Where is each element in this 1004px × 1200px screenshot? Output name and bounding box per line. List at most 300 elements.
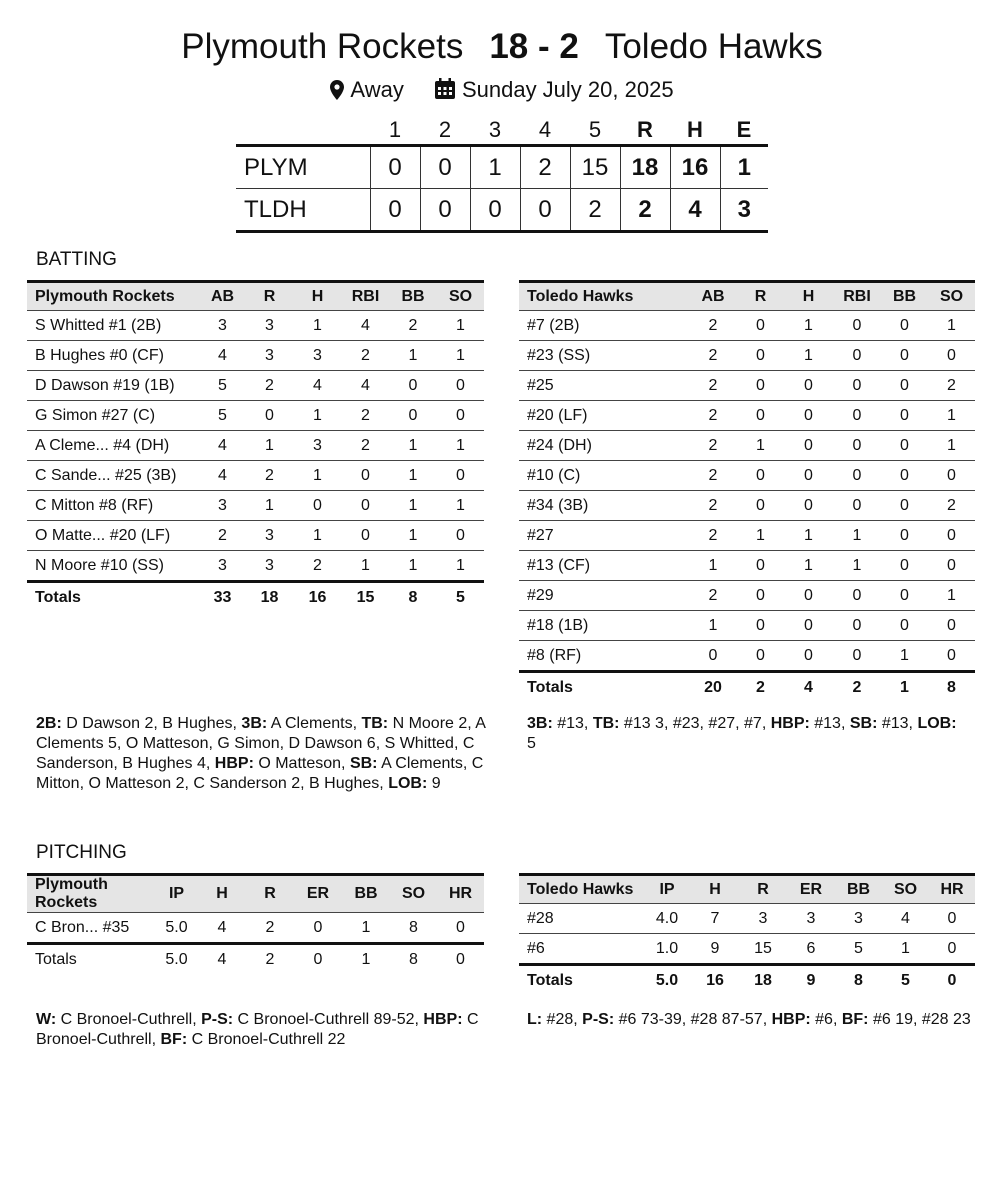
linescore-team: PLYM	[236, 146, 370, 189]
table-row	[27, 311, 484, 341]
note-text: #6 19, #28 23	[868, 1011, 971, 1028]
table-header	[519, 282, 975, 311]
totals-label: Totals	[35, 588, 81, 606]
stat-value: 1	[437, 311, 484, 341]
totals-value: 8	[854, 971, 863, 989]
stat-value: 0	[784, 611, 833, 641]
stat-value: 0	[342, 491, 389, 521]
column-header: ER	[787, 875, 835, 904]
stat-value: 4	[293, 371, 342, 401]
table-row	[519, 551, 975, 581]
stat-value: 1	[737, 521, 784, 551]
stat-value: 1	[389, 461, 437, 491]
note-text: N Moore 2, A Clements 5, O Matteson, G Simon, D Dawson 6, S Whitted, C Sanderson, B Hughes 4,	[36, 715, 486, 772]
note-text: #13 3, #23, #27, #7,	[619, 715, 771, 732]
totals-value: 33	[213, 588, 232, 606]
totals-value: 20	[704, 678, 722, 696]
stat-value: 7	[691, 904, 739, 934]
stat-value: 0	[737, 401, 784, 431]
stat-value: 1	[437, 341, 484, 371]
note-text: #6,	[810, 1011, 842, 1028]
note-label: HBP:	[423, 1011, 463, 1028]
column-header: SO	[390, 875, 437, 913]
stat-value: 2	[689, 371, 737, 401]
totals-value: 5.0	[165, 950, 188, 968]
player-name: #24 (DH)	[519, 431, 689, 461]
totals-value: 5	[456, 588, 465, 606]
stat-value: 0	[737, 341, 784, 371]
stat-value: 0	[737, 581, 784, 611]
note-text: #13,	[809, 715, 850, 732]
stat-value: 3	[246, 341, 293, 371]
stat-value: 5.0	[155, 913, 198, 944]
stat-value: 1	[437, 551, 484, 582]
linescore-h: 4	[670, 189, 720, 232]
table-row	[519, 611, 975, 641]
table-row	[27, 341, 484, 371]
table-row	[519, 641, 975, 672]
stat-value: 4	[342, 311, 389, 341]
stat-value: 1	[784, 341, 833, 371]
stat-value: 3	[787, 904, 835, 934]
stat-value: 4	[199, 431, 246, 461]
totals-value: 18	[754, 971, 772, 989]
stat-value: 0	[928, 611, 975, 641]
stat-value: 0	[833, 341, 881, 371]
stat-value: 0	[929, 934, 975, 965]
away-pitching-notes	[527, 1010, 975, 1030]
linescore-h: 16	[670, 146, 720, 189]
stat-value: 4	[199, 461, 246, 491]
stat-value: 2	[928, 491, 975, 521]
stat-value: 1	[689, 611, 737, 641]
note-text: A Clements, C Mitton, O Matteson 2, C Sanderson 2, B Hughes,	[36, 755, 484, 792]
totals-label: Totals	[527, 971, 573, 989]
player-name: C Sande... #25 (3B)	[27, 461, 199, 491]
stat-value: 2	[389, 311, 437, 341]
game-info	[0, 75, 1004, 104]
linescore-r: 18	[620, 146, 670, 189]
player-name: #29	[519, 581, 689, 611]
linescore-table	[236, 116, 768, 233]
table-row	[27, 461, 484, 491]
stat-value: 2	[342, 431, 389, 461]
stat-value: 0	[437, 461, 484, 491]
note-label: 3B:	[527, 715, 553, 732]
note-label: 2B:	[36, 715, 62, 732]
totals-value: 15	[356, 588, 375, 606]
stat-value: 0	[928, 341, 975, 371]
stat-value: 0	[246, 401, 293, 431]
stat-value: 2	[246, 913, 294, 944]
stat-value: 0	[737, 551, 784, 581]
stat-value: 1	[784, 551, 833, 581]
totals-value: 0	[313, 950, 323, 968]
column-header: IP	[155, 875, 198, 913]
table-row	[519, 401, 975, 431]
stat-value: 0	[881, 401, 928, 431]
totals-value: 8	[947, 678, 956, 696]
stat-value: 0	[293, 491, 342, 521]
stat-value: 3	[199, 311, 246, 341]
stat-value: 0	[833, 461, 881, 491]
column-header: R	[246, 282, 293, 311]
stat-value: 3	[246, 551, 293, 582]
totals-row	[27, 944, 484, 975]
stat-value: 5	[835, 934, 882, 965]
stat-value: 0	[437, 371, 484, 401]
stat-value: 4	[199, 341, 246, 371]
note-text: #28,	[542, 1011, 583, 1028]
stat-value: 0	[437, 401, 484, 431]
note-label: HBP:	[770, 715, 810, 732]
linescore-header-cell: E	[736, 117, 752, 142]
table-row	[27, 913, 484, 944]
totals-value: 2	[756, 678, 765, 696]
player-name: #27	[519, 521, 689, 551]
linescore-header-cell: 5	[588, 117, 602, 142]
note-text: C Bronoel-Cuthrell,	[36, 1011, 479, 1048]
column-header: R	[246, 875, 294, 913]
totals-label: Totals	[35, 950, 77, 968]
stat-value: 1	[928, 431, 975, 461]
note-label: L:	[527, 1011, 543, 1028]
player-name: #28	[519, 904, 643, 934]
stat-value: 0	[784, 491, 833, 521]
stat-value: 0	[881, 521, 928, 551]
stat-value: 1	[342, 913, 390, 944]
column-header: R	[737, 282, 784, 311]
player-name: #7 (2B)	[519, 311, 689, 341]
stat-value: 1	[784, 311, 833, 341]
table-row	[519, 431, 975, 461]
note-label: SB:	[349, 755, 378, 772]
location-label: Away	[350, 77, 404, 103]
pitching-heading: PITCHING	[36, 842, 127, 863]
column-header: IP	[643, 875, 691, 904]
stat-value: 1	[293, 311, 342, 341]
stat-value: 0	[881, 461, 928, 491]
column-header: H	[691, 875, 739, 904]
note-label: HBP:	[214, 755, 254, 772]
player-name: #20 (LF)	[519, 401, 689, 431]
home-batting-table	[27, 280, 484, 612]
away-batting-table	[519, 280, 975, 702]
player-name: #23 (SS)	[519, 341, 689, 371]
linescore-r: 2	[620, 189, 670, 232]
stat-value: 2	[689, 521, 737, 551]
away-batting-notes	[527, 714, 967, 754]
note-label: SB:	[849, 715, 878, 732]
stat-value: 2	[342, 401, 389, 431]
away-team-name: Toledo Hawks	[604, 27, 823, 66]
stat-value: 1	[928, 401, 975, 431]
stat-value: 0	[928, 521, 975, 551]
stat-value: 0	[928, 641, 975, 672]
stat-value: 0	[784, 431, 833, 461]
stat-value: 1	[689, 551, 737, 581]
note-text: O Matteson,	[253, 755, 350, 772]
stat-value: 4	[882, 904, 929, 934]
totals-value: 1	[900, 678, 909, 696]
stat-value: 3	[739, 904, 787, 934]
final-score: 18 - 2	[489, 27, 579, 66]
table-row	[519, 341, 975, 371]
stat-value: 1	[389, 551, 437, 582]
player-name: #34 (3B)	[519, 491, 689, 521]
totals-value: 2	[852, 678, 862, 696]
stat-value: 0	[833, 431, 881, 461]
stat-value: 2	[689, 491, 737, 521]
column-header: HR	[437, 875, 484, 913]
stat-value: 2	[928, 371, 975, 401]
stat-value: 2	[689, 581, 737, 611]
note-text: D Dawson 2, B Hughes,	[61, 715, 242, 732]
linescore-header-cell: H	[687, 117, 703, 142]
table-row	[27, 551, 484, 582]
table-row	[519, 491, 975, 521]
player-name: #25	[519, 371, 689, 401]
stat-value: 2	[199, 521, 246, 551]
stat-value: 1	[928, 311, 975, 341]
linescore-row	[236, 146, 768, 189]
stat-value: 0	[437, 521, 484, 551]
note-label: P-S:	[201, 1011, 234, 1028]
column-header: SO	[882, 875, 929, 904]
note-label: TB:	[361, 715, 389, 732]
player-name: #8 (RF)	[519, 641, 689, 672]
stat-value: 0	[881, 581, 928, 611]
location	[330, 76, 403, 104]
stat-value: 0	[294, 913, 342, 944]
column-header: Toledo Hawks	[519, 282, 689, 311]
linescore-header-cell: 3	[488, 117, 502, 142]
stat-value: 0	[833, 401, 881, 431]
stat-value: 1	[882, 934, 929, 965]
table-header	[519, 875, 975, 904]
totals-value: 8	[409, 950, 418, 968]
stat-value: 1	[246, 431, 293, 461]
table-row	[519, 521, 975, 551]
stat-value: 1	[784, 521, 833, 551]
totals-value: 9	[806, 971, 816, 989]
column-header: H	[784, 282, 833, 311]
stat-value: 3	[293, 431, 342, 461]
totals-value: 16	[706, 971, 724, 989]
stat-value: 0	[881, 431, 928, 461]
stat-value: 0	[833, 611, 881, 641]
stat-value: 0	[833, 371, 881, 401]
table-row	[27, 431, 484, 461]
inning-score: 2	[570, 189, 620, 232]
table-row	[519, 904, 975, 934]
player-name: C Bron... #35	[27, 913, 155, 944]
stat-value: 1	[342, 551, 389, 582]
stat-value: 0	[833, 491, 881, 521]
note-text: #6 73-39, #28 87-57,	[614, 1011, 772, 1028]
inning-score: 2	[520, 146, 570, 189]
table-row	[519, 461, 975, 491]
stat-value: 15	[739, 934, 787, 965]
stat-value: 2	[689, 461, 737, 491]
totals-value: 1	[361, 950, 371, 968]
stat-value: 4	[198, 913, 246, 944]
stat-value: 0	[737, 461, 784, 491]
stat-value: 0	[737, 491, 784, 521]
stat-value: 0	[881, 611, 928, 641]
column-header: AB	[689, 282, 737, 311]
note-label: BF:	[160, 1031, 188, 1048]
column-header: BB	[389, 282, 437, 311]
totals-label: Totals	[527, 678, 573, 696]
stat-value: 3	[199, 551, 246, 582]
table-row	[519, 581, 975, 611]
player-name: B Hughes #0 (CF)	[27, 341, 199, 371]
totals-value: 18	[260, 588, 279, 606]
column-header: RBI	[833, 282, 881, 311]
stat-value: 1	[389, 491, 437, 521]
stat-value: 0	[881, 341, 928, 371]
table-row	[27, 371, 484, 401]
stat-value: 1	[246, 491, 293, 521]
note-text: 5	[527, 735, 536, 752]
note-label: TB:	[592, 715, 620, 732]
column-header: SO	[437, 282, 484, 311]
player-name: #10 (C)	[519, 461, 689, 491]
stat-value: 2	[342, 341, 389, 371]
stat-value: 1	[293, 401, 342, 431]
inning-score: 0	[420, 146, 470, 189]
stat-value: 2	[246, 461, 293, 491]
stat-value: 0	[737, 371, 784, 401]
player-name: A Cleme... #4 (DH)	[27, 431, 199, 461]
stat-value: 1	[833, 551, 881, 581]
date-label: Sunday July 20, 2025	[461, 77, 674, 103]
stat-value: 0	[881, 311, 928, 341]
player-name: N Moore #10 (SS)	[27, 551, 199, 582]
stat-value: 2	[689, 401, 737, 431]
stat-value: 3	[246, 311, 293, 341]
away-pitching-table	[519, 873, 975, 995]
column-header: Plymouth Rockets	[27, 282, 199, 311]
table-header	[27, 282, 484, 311]
note-label: BF:	[841, 1011, 869, 1028]
stat-value: 2	[246, 371, 293, 401]
column-header: RBI	[342, 282, 389, 311]
inning-score: 0	[470, 189, 520, 232]
stat-value: 0	[881, 371, 928, 401]
column-header: SO	[928, 282, 975, 311]
note-label: 3B:	[241, 715, 268, 732]
stat-value: 0	[389, 371, 437, 401]
note-text: C Bronoel-Cuthrell,	[56, 1011, 202, 1028]
totals-value: 4	[217, 950, 227, 968]
note-label: LOB:	[388, 775, 428, 792]
stat-value: 6	[787, 934, 835, 965]
stat-value: 0	[784, 371, 833, 401]
stat-value: 3	[835, 904, 882, 934]
totals-row	[519, 672, 975, 703]
stat-value: 0	[833, 311, 881, 341]
map-pin-icon	[330, 80, 344, 100]
totals-value: 0	[947, 971, 957, 989]
home-batting-notes	[36, 714, 488, 794]
stat-value: 0	[737, 611, 784, 641]
stat-value: 0	[928, 551, 975, 581]
column-header: Toledo Hawks	[519, 875, 643, 904]
table-row	[27, 521, 484, 551]
column-header: BB	[835, 875, 882, 904]
stat-value: 9	[691, 934, 739, 965]
column-header: H	[293, 282, 342, 311]
stat-value: 1	[833, 521, 881, 551]
stat-value: 0	[737, 311, 784, 341]
game-date	[434, 76, 674, 104]
totals-value: 8	[408, 588, 418, 606]
totals-row	[27, 582, 484, 613]
player-name: O Matte... #20 (LF)	[27, 521, 199, 551]
note-text: #13,	[877, 715, 918, 732]
note-label: LOB:	[917, 715, 957, 732]
stat-value: 2	[689, 431, 737, 461]
column-header: BB	[342, 875, 390, 913]
totals-value: 4	[804, 678, 813, 696]
totals-value: 16	[308, 588, 327, 606]
stat-value: 1	[737, 431, 784, 461]
stat-value: 1	[881, 641, 928, 672]
note-text: 9	[427, 775, 441, 792]
totals-row	[519, 965, 975, 996]
stat-value: 1	[389, 431, 437, 461]
note-text: C Bronoel-Cuthrell 89-52,	[233, 1011, 424, 1028]
stat-value: 2	[689, 341, 737, 371]
linescore-header-cell: R	[637, 117, 653, 142]
stat-value: 0	[929, 904, 975, 934]
stat-value: 0	[784, 581, 833, 611]
stat-value: 1	[389, 341, 437, 371]
stat-value: 0	[881, 551, 928, 581]
column-header: AB	[199, 282, 246, 311]
totals-value: 0	[456, 950, 465, 968]
home-team-name: Plymouth Rockets	[181, 27, 464, 66]
column-header: HR	[929, 875, 975, 904]
linescore-team: TLDH	[236, 189, 370, 232]
stat-value: 1	[389, 521, 437, 551]
stat-value: 3	[246, 521, 293, 551]
player-name: G Simon #27 (C)	[27, 401, 199, 431]
column-header: H	[198, 875, 246, 913]
note-text: A Clements,	[267, 715, 362, 732]
stat-value: 0	[389, 401, 437, 431]
stat-value: 5	[199, 401, 246, 431]
stat-value: 1	[293, 521, 342, 551]
stat-value: 3	[199, 491, 246, 521]
stat-value: 0	[342, 521, 389, 551]
player-name: #18 (1B)	[519, 611, 689, 641]
column-header: Plymouth Rockets	[27, 875, 155, 913]
stat-value: 5	[199, 371, 246, 401]
inning-score: 15	[570, 146, 620, 189]
note-label: W:	[36, 1011, 57, 1028]
stat-value: 2	[293, 551, 342, 582]
calendar-icon	[434, 78, 456, 100]
stat-value: 0	[784, 401, 833, 431]
player-name: D Dawson #19 (1B)	[27, 371, 199, 401]
linescore-header-cell: 2	[438, 117, 452, 142]
stat-value: 1	[437, 491, 484, 521]
note-text: C Bronoel-Cuthrell 22	[187, 1031, 346, 1048]
linescore-header-cell: 1	[388, 117, 402, 142]
